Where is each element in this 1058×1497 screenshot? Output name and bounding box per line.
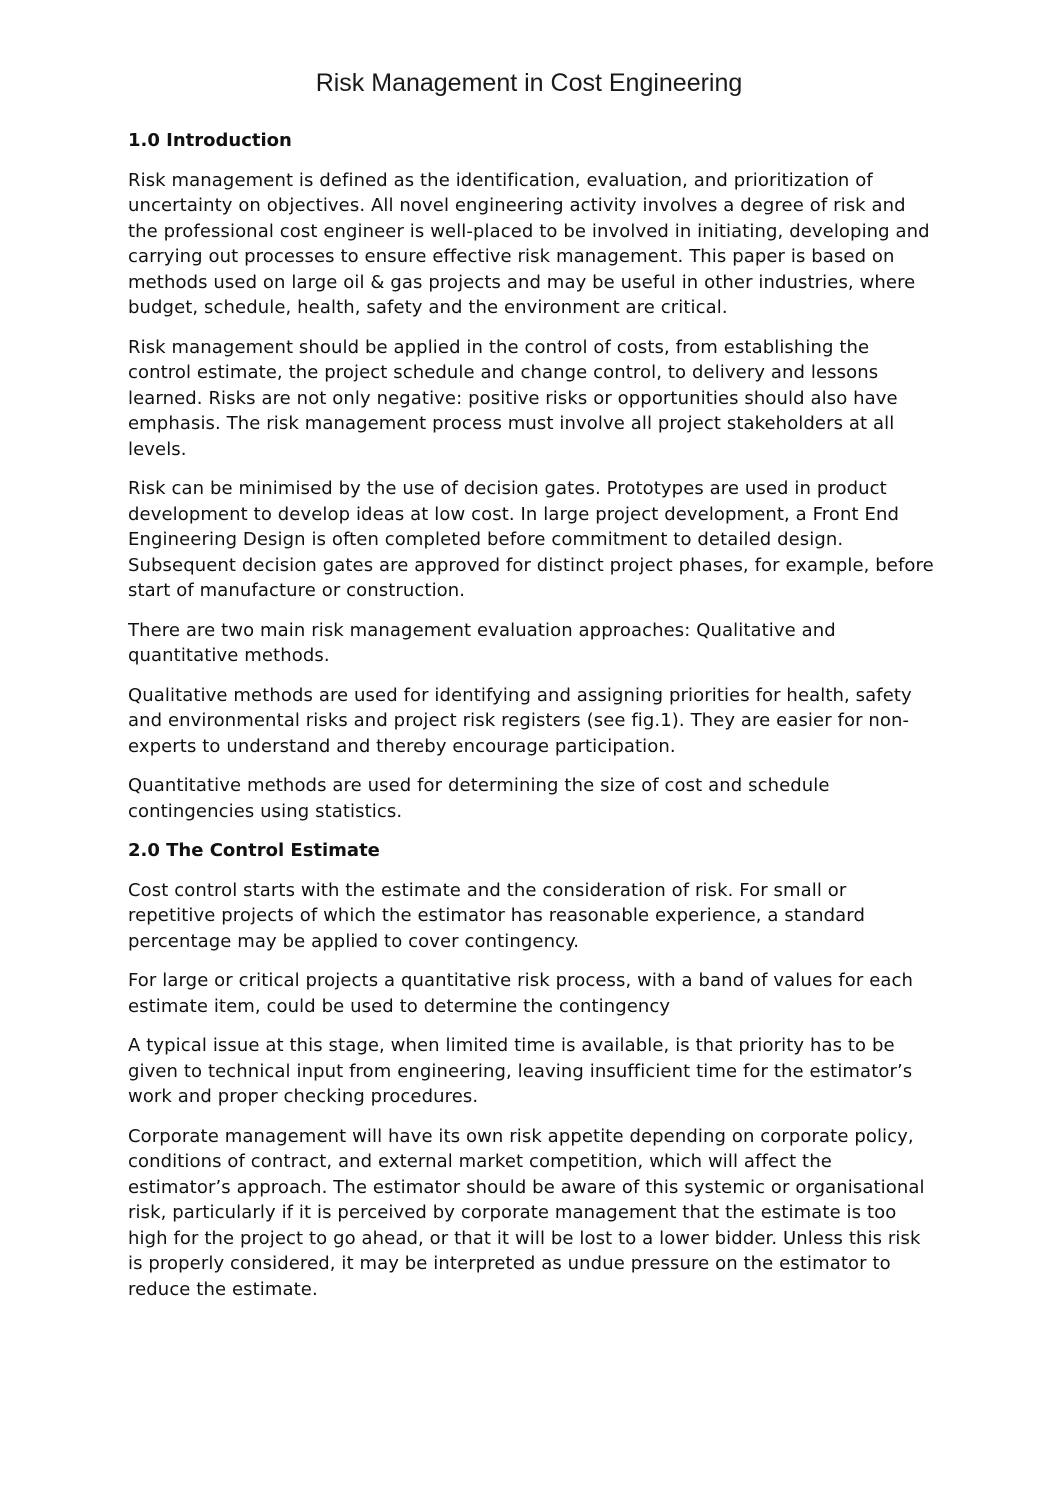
paragraph: There are two main risk management evaluation approaches: Qualitative and quantitative methods. (128, 619, 836, 666)
paragraph: Risk management should be applied in the control of costs, from establishing the control estimate, the project schedule and change control, to delivery and lessons learned. Risks are not only negative: positive risks or opportunities should also have emphasis. The risk management process must involve all project stakeholders at all levels. (128, 336, 898, 460)
section-control-estimate (128, 838, 934, 1302)
paragraph: A typical issue at this stage, when limited time is available, is that priority has to be given to technical input from engineering, leaving insufficient time for the estimator’s work and proper checking procedures. (128, 1035, 913, 1107)
document-title: Risk Management in Cost Engineering (315, 69, 743, 97)
paragraph: Cost control starts with the estimate and the consideration of risk. For small or repetitive projects of which the estimator has reasonable experience, a standard percentage may be applied to cover contingency. (128, 879, 865, 952)
document-body (128, 128, 934, 1316)
section-introduction (128, 128, 934, 824)
paragraph: Qualitative methods are used for identifying and assigning priorities for health, safety and environmental risks and project risk registers (see fig.1). They are easier for non-experts to understand and thereby encourage participation. (128, 684, 912, 757)
paragraph: Risk can be minimised by the use of decision gates. Prototypes are used in product development to develop ideas at low cost. In large project development, a Front End Engineering Design is often completed before commitment to detailed design. Subsequent decision gates are approved for distinct project phases, for example, before start of manufacture or construction. (128, 478, 934, 601)
paragraph: Corporate management will have its own risk appetite depending on corporate policy, conditions of contract, and external market competition, which will affect the estimator’s approach. The estimator should be aware of this systemic or organisational risk, particularly if it is perceived by corporate management that the estimate is too high for the project to go ahead, or that it will be lost to a lower bidder. Unless this risk is properly considered, it may be interpreted as undue pressure on the estimator to reduce the estimate. (128, 1125, 925, 1300)
paragraph: Risk management is defined as the identification, evaluation, and prioritization of uncertainty on objectives. All novel engineering activity involves a degree of risk and the professional cost engineer is well-placed to be involved in initiating, developing and carrying out processes to ensure effective risk management. This paper is based on methods used on large oil & gas projects and may be useful in other industries, where budget, schedule, health, safety and the environment are critical. (128, 169, 930, 318)
section-heading: 1.0 Introduction (128, 130, 292, 151)
section-heading: 2.0 The Control Estimate (128, 840, 380, 861)
paragraph: For large or critical projects a quantitative risk process, with a band of values for each estimate item, could be used to determine the contingency (128, 970, 914, 1017)
paragraph: Quantitative methods are used for determining the size of cost and schedule contingencies using statistics. (128, 775, 830, 822)
